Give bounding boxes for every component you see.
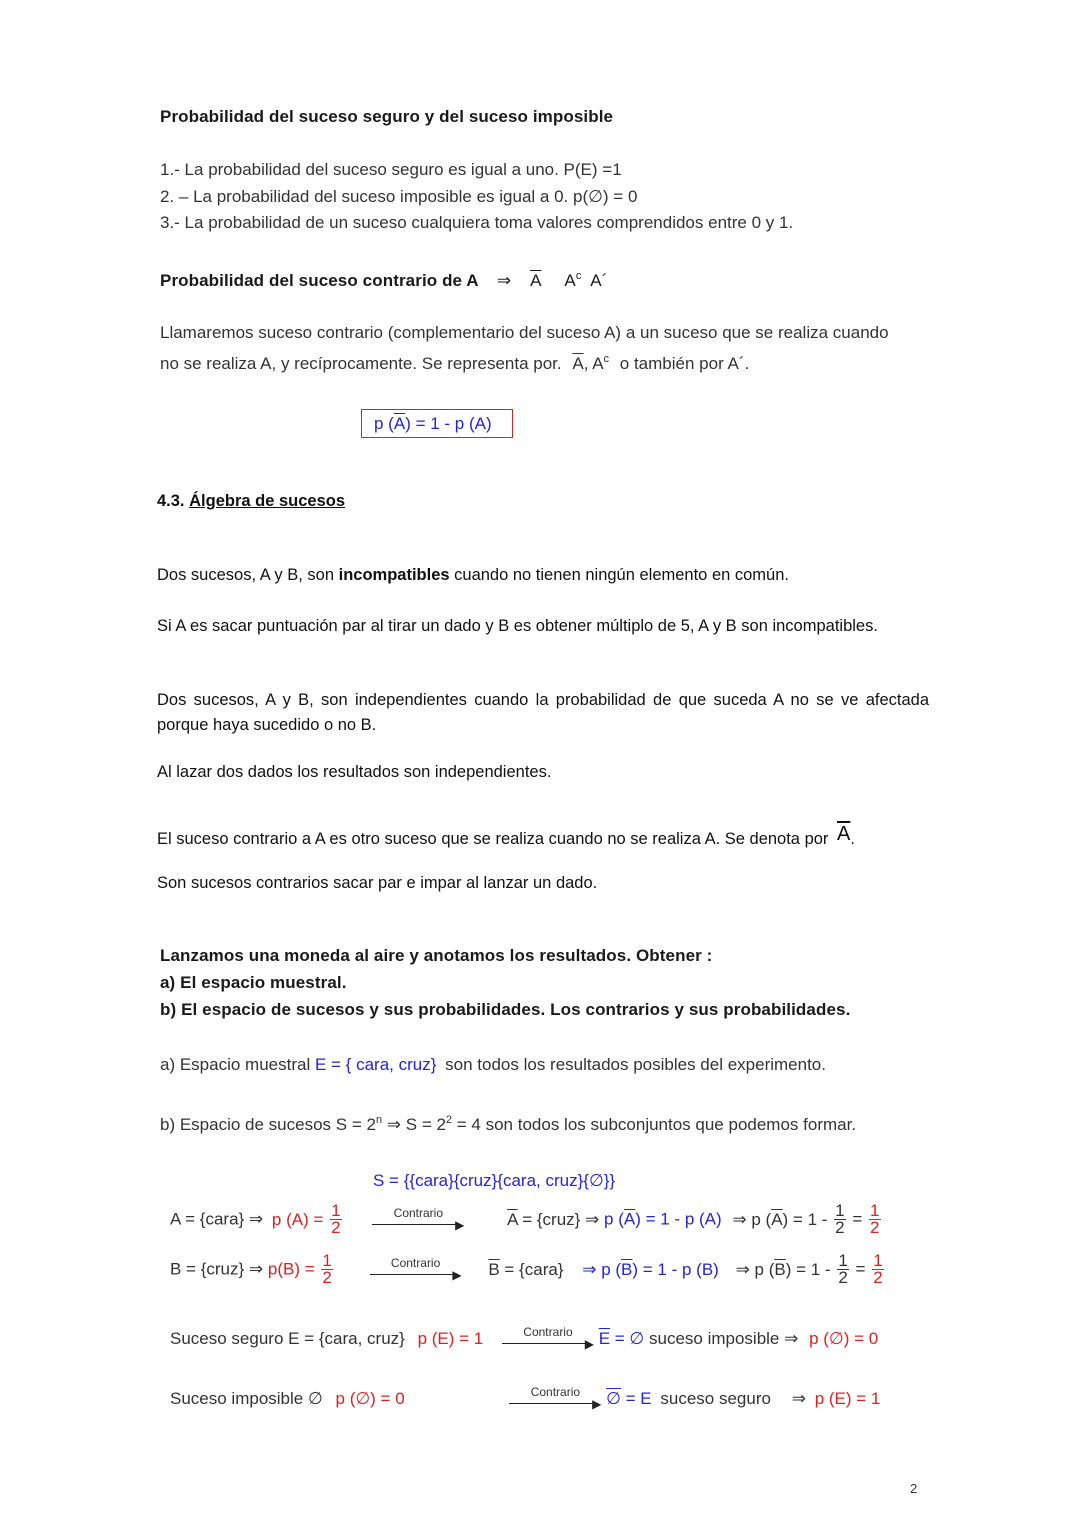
exercise-question: Lanzamos una moneda al aire y anotamos los resultados. Obtener : xyxy=(160,946,713,965)
paragraph: Dos sucesos, A y B, son incompatibles cuando no tienen ningún elemento en común. xyxy=(157,566,789,584)
paragraph: Si A es sacar puntuación par al tirar un dado y B es obtener múltiplo de 5, A y B son incompatibles. xyxy=(157,617,878,635)
row-suceso-seguro: Suceso seguro E = {cara, cruz} p (E) = 1 Contrario ▶ $\overline{E}$ = ∅ suceso imposible ⇒ p (∅) = 0 xyxy=(170,1325,879,1351)
row-suceso-imposible: Suceso imposible ∅ p (∅) = 0 Contrario ▶ ∅ = E suceso seguro ⇒ p (E) = 1 xyxy=(170,1385,881,1411)
section-title-text: Probabilidad del suceso contrario de A xyxy=(160,271,479,290)
contrario-arrow: Contrario ▶ xyxy=(372,1209,464,1231)
section-title-contrario xyxy=(160,271,607,291)
fraction: $\frac{1}{2}$ xyxy=(322,1251,332,1287)
notation-a-bar: $\overline{A}$ xyxy=(572,354,584,373)
section-title-seguro-imposible: Probabilidad del suceso seguro y del suceso imposible xyxy=(160,107,614,126)
paragraph-text: o también por A´. xyxy=(619,354,750,373)
fraction: $\frac{1}{2}$ xyxy=(331,1201,341,1237)
row-b: B = {cruz} ⇒ p(B) = $\frac{1}{2}$ Contrario ▶ $\overline{B}$ = {cara} ⇒ p $(\overline{B}) = 1 - p$ (B) ⇒ p $(\overline{B}) = 1$ - $\frac{1}{2}$ = $\frac{1}{2}$ xyxy=(170,1251,883,1287)
paragraph-line xyxy=(160,354,749,374)
paragraph: Son sucesos contrarios sacar par e impar al lanzar un dado. xyxy=(157,874,598,892)
answer-a: a) Espacio muestral E = { cara, cruz} son todos los resultados posibles del experimento. xyxy=(160,1055,826,1074)
notation-a-prime: A´ xyxy=(590,271,608,290)
list-item: 1.- La probabilidad del suceso seguro es igual a uno. P(E) =1 xyxy=(160,160,622,179)
contrario-arrow: Contrario ▶ xyxy=(509,1388,601,1410)
superscript: c xyxy=(603,353,610,365)
notation-a-bar: $\overline{A}$ xyxy=(530,271,542,290)
set-e: E = { cara, cruz} xyxy=(314,1055,437,1074)
notation-a-bar: $\overline{A}$ xyxy=(837,823,851,845)
paragraph: Dos sucesos, A y B, son independientes cuando la probabilidad de que suceda A no se ve afectada porque haya sucedido o no B. xyxy=(157,691,929,734)
section-number: 4.3. xyxy=(157,492,185,510)
notation-a-c: $A^c$ xyxy=(564,270,582,290)
list-item: 2. – La probabilidad del suceso imposible es igual a 0. p(∅) = 0 xyxy=(160,187,638,206)
section-title: Álgebra de sucesos xyxy=(189,492,346,510)
answer-b: b) Espacio de sucesos $S = 2^n$ ⇒ $S = 2^2 = 4$ son todos los subconjuntos que podemos formar. xyxy=(160,1114,857,1134)
set-s: S = {{cara}{cruz}{cara, cruz}{∅}} xyxy=(373,1171,616,1190)
notation-a-c: , A xyxy=(583,354,604,373)
formula-contrario: p $(\overline{A}) = 1 - p$ (A) xyxy=(374,414,492,433)
paragraph-line: Llamaremos suceso contrario (complementario del suceso A) a un suceso que se realiza cuando xyxy=(160,323,889,342)
paragraph: Al lazar dos dados los resultados son independientes. xyxy=(157,763,552,781)
contrario-arrow: Contrario ▶ xyxy=(370,1259,462,1281)
list-item: 3.- La probabilidad de un suceso cualquiera toma valores comprendidos entre 0 y 1. xyxy=(160,213,794,232)
section-heading-algebra xyxy=(157,492,345,511)
implies-symbol: ⇒ xyxy=(496,271,512,290)
paragraph: El suceso contrario a A es otro suceso que se realiza cuando no se realiza A. Se denota por $\overline{A}$. xyxy=(157,823,855,848)
row-a: A = {cara} ⇒ p (A) = $\frac{1}{2}$ Contrario ▶ $\overline{A}$ = {cruz} ⇒ p $(\overline{A}) = 1 - p$ (A) ⇒ p $(\overline{A}) = 1$ - $\frac{1}{2}$ = $\frac{1}{2}$ xyxy=(170,1201,880,1237)
paragraph-text: no se realiza A, y recíprocamente. Se representa por. xyxy=(160,354,562,373)
contrario-arrow: Contrario ▶ xyxy=(502,1328,594,1350)
page-number: 2 xyxy=(910,1481,918,1496)
exercise-question: a) El espacio muestral. xyxy=(160,973,347,992)
exercise-question: b) El espacio de sucesos y sus probabilidades. Los contrarios y sus probabilidades. xyxy=(160,1000,851,1019)
